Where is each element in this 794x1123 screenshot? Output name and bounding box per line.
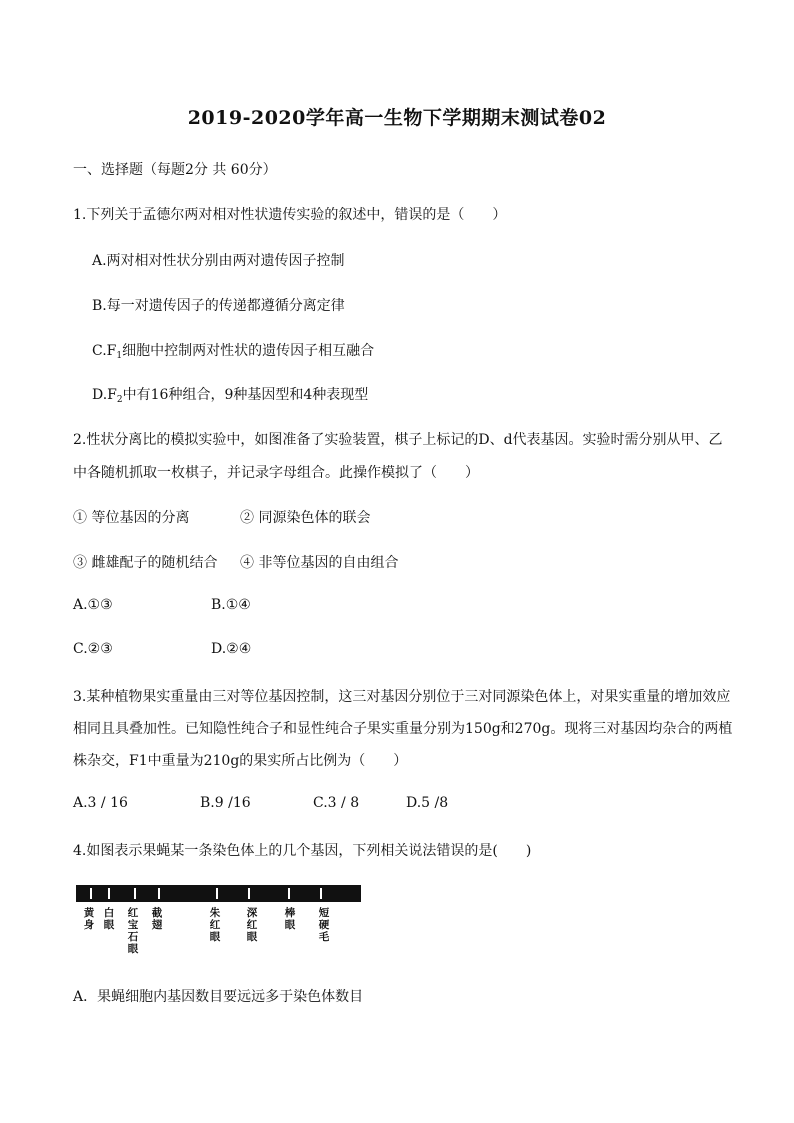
question-3-stem-line-3: 株杂交，F1中重量为210g的果实所占比例为（ ） [73, 753, 408, 769]
question-1-option-c: $C.F_1$细胞中控制两对性状的遗传因子相互融合 [92, 343, 375, 361]
gene-band [134, 888, 136, 899]
question-3-option-d: D.5 /8 [406, 795, 449, 811]
question-2-stem-line-1: 2.性状分离比的模拟实验中，如图准备了实验装置，棋子上标记的D、d代表基因。实验时需分别从甲、乙 [73, 432, 723, 448]
question-2-option-d: D.②④ [211, 641, 252, 657]
question-1-stem: 1.下列关于孟德尔两对相对性状遗传实验的叙述中，错误的是（ ） [73, 207, 507, 223]
gene-label: 深红眼 [246, 907, 258, 943]
question-3-option-c: C.3 / 8 [313, 795, 360, 811]
question-2-stem-line-2: 中各随机抓取一枚棋子，并记录字母组合。此操作模拟了（ ） [73, 465, 479, 481]
gene-label: 红宝石眼 [127, 907, 139, 955]
question-2-item-1: ① 等位基因的分离 [73, 510, 190, 526]
gene-band [320, 888, 322, 899]
gene-band [108, 888, 110, 899]
question-2-item-4: ④ 非等位基因的自由组合 [240, 555, 399, 571]
gene-label: 截翅 [151, 907, 163, 931]
gene-label: 白眼 [103, 907, 115, 931]
gene-band [288, 888, 290, 899]
question-3-stem-line-2: 相同且具叠加性。已知隐性纯合子和显性纯合子果实重量分别为150g和270g。现将三对基因均杂合的两植 [73, 721, 733, 737]
gene-label: 棒眼 [284, 907, 296, 931]
question-2-option-b: B.①④ [211, 597, 251, 613]
question-1-option-a: A.两对相对性状分别由两对遗传因子控制 [92, 253, 345, 269]
question-1-option-d: $D.F_2$中有16种组合，9种基因型和4种表现型 [92, 387, 369, 405]
gene-band [158, 888, 160, 899]
question-3-option-a: A.3 / 16 [73, 795, 128, 811]
gene-band [90, 888, 92, 899]
gene-band [248, 888, 250, 899]
question-2-item-2: ② 同源染色体的联会 [240, 510, 371, 526]
chromosome-diagram [76, 885, 361, 902]
gene-label: 短硬毛 [318, 907, 330, 943]
question-2-item-3: ③ 雌雄配子的随机结合 [73, 555, 218, 571]
question-3-option-b: B.9 /16 [200, 795, 251, 811]
page-title: 2019-2020学年高一生物下学期期末测试卷02 [187, 107, 607, 129]
question-3-stem-line-1: 3.某种植物果实重量由三对等位基因控制，这三对基因分别位于三对同源染色体上，对果实重量的增加效应 [73, 689, 731, 705]
section-heading: 一、选择题（每题2分 共 60分） [73, 162, 277, 178]
question-1-option-b: B.每一对遗传因子的传递都遵循分离定律 [92, 298, 345, 314]
gene-band [216, 888, 218, 899]
question-2-option-a: A.①③ [73, 597, 113, 613]
gene-label: 朱红眼 [209, 907, 221, 943]
question-4-stem: 4.如图表示果蝇某一条染色体上的几个基因，下列相关说法错误的是( ) [73, 843, 532, 859]
gene-label: 黄身 [83, 907, 95, 931]
question-2-option-c: C.②③ [73, 641, 113, 657]
question-4-option-a: A．果蝇细胞内基因数目要远远多于染色体数目 [73, 989, 364, 1005]
